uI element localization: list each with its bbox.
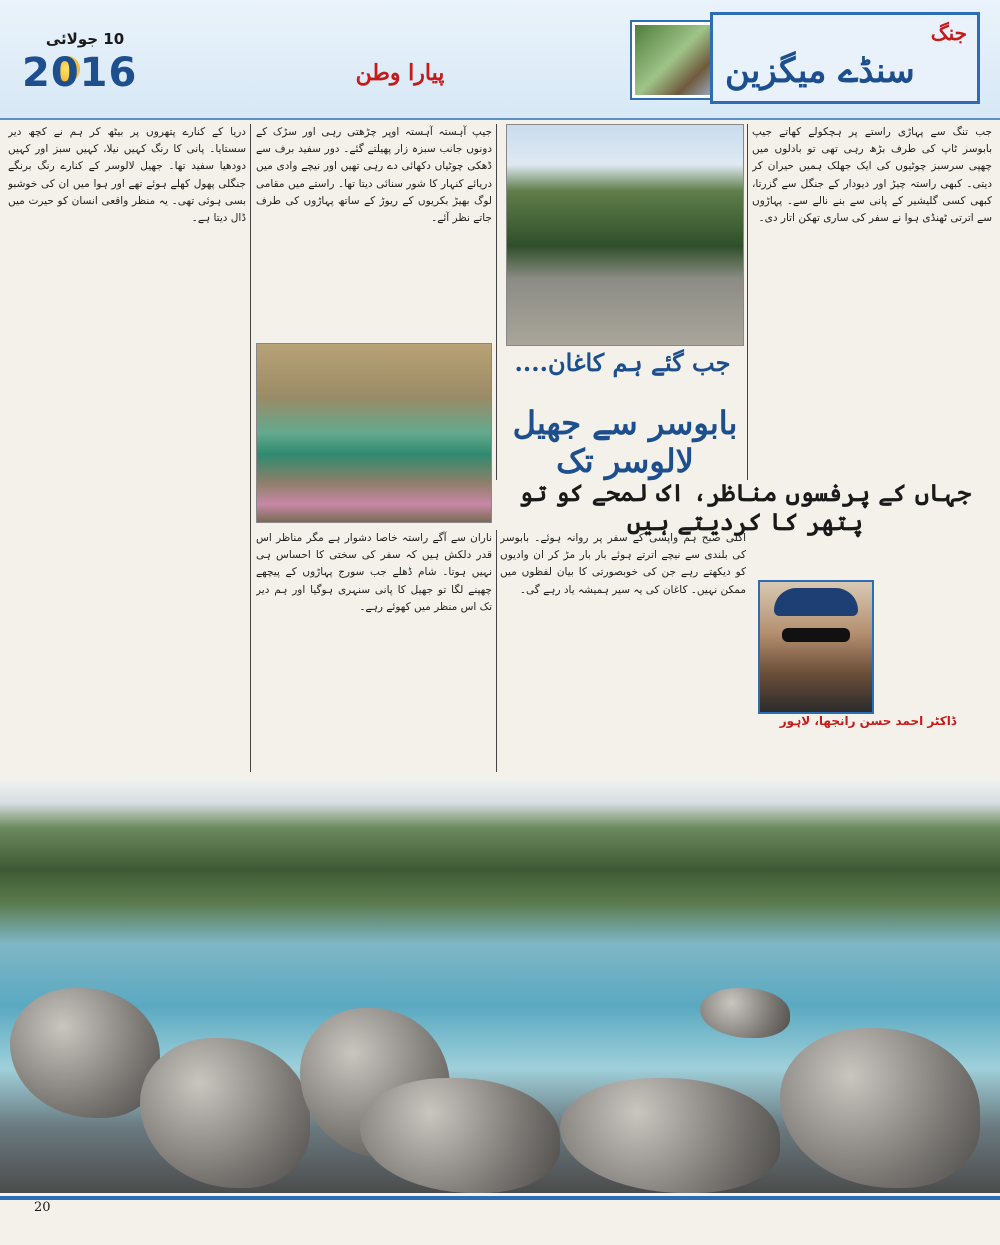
page-number: 20: [34, 1200, 51, 1215]
rock: [700, 988, 790, 1038]
article-headline: بابوسر سے جھیل لالوسر تک: [512, 404, 738, 480]
sunglasses-icon: [782, 628, 850, 642]
rock: [780, 1028, 980, 1188]
section-title: پیارا وطن: [355, 60, 445, 86]
author-photo: [758, 580, 874, 714]
article-kicker: جب گئے ہم کاغان....: [514, 348, 731, 377]
mountain-road-photo: [506, 124, 744, 346]
article-column-3: [8, 124, 246, 768]
lake-lulusar-photo: [256, 343, 492, 523]
author-byline: ڈاکٹر احمد حسن رانجھا، لاہور: [779, 714, 957, 728]
article-text: اگلی صبح ہم واپسی کے سفر پر روانہ ہوئے۔ بابوسر کی بلندی سے نیچے اترتے ہوئے بار بار مڑ کر ان وادیوں کو دیکھتے رہے جن کی خوبصورتی کا بیان لفظوں میں ممکن نہیں۔ کاغان کی یہ سیر ہمیشہ یاد رہے گی۔: [500, 532, 746, 596]
issue-year: 2016: [22, 50, 138, 96]
footer-rule: [0, 1196, 1000, 1200]
river-landscape-photo: [0, 778, 1000, 1193]
brand-name: جنگ: [930, 21, 967, 45]
issue-date-text: 10 جولائی: [45, 30, 125, 48]
article-column-4: [256, 530, 492, 768]
rock: [10, 988, 160, 1118]
rock: [140, 1038, 310, 1188]
column-divider: [496, 124, 497, 480]
masthead: [0, 0, 1000, 120]
column-divider: [747, 124, 748, 480]
article-subheadline: جہاں کے پرفسوں مناظر، اک لمحے کو تو پتھر کا کردیتے ہیں: [518, 478, 972, 536]
article-column-1: [752, 124, 992, 464]
article-text: دریا کے کنارے پتھروں پر بیٹھ کر ہم نے کچھ دیر سستایا۔ پانی کا رنگ کہیں نیلا، کہیں سبز اور کہیں دودھیا سفید تھا۔ جھیل لالوسر کے کنارے رنگ برنگے جنگلی پھول کھلے ہوئے تھے اور ہوا میں ان کی خوشبو بسی ہوئی تھی۔ یہ منظر واقعی انسان کو حیرت میں ڈال دیتا ہے۔: [8, 126, 246, 225]
rock: [560, 1078, 780, 1193]
article-text: جب تنگ سے پہاڑی راستے پر ہچکولے کھاتے جیپ بابوسر ٹاپ کی طرف بڑھ رہی تھی تو بادلوں میں چھپی سرسبز چوٹیوں کی ایک جھلک ہمیں حیران کر دیتی۔ کبھی راستہ چیڑ اور دیودار کے جنگل سے گزرتا، کبھی کسی گلیشیر کے پانی سے بنے نالے سے۔ پہاڑوں سے اترتی ٹھنڈی ہوا نے سفر کی ساری تھکن اتار دی۔: [752, 126, 992, 225]
article-column-2: [256, 124, 492, 338]
column-divider: [250, 124, 251, 772]
magazine-name: سنڈے میگزین: [725, 51, 915, 91]
article-text: ناران سے آگے راستہ خاصا دشوار ہے مگر مناظر اس قدر دلکش ہیں کہ سفر کی سختی کا احساس ہی نہیں ہوتا۔ شام ڈھلے جب سورج پہاڑوں کے پیچھے چھپنے لگا تو جھیل کا پانی سنہری ہوگیا اور ہم دیر تک اس منظر میں کھوئے رہے۔: [256, 532, 492, 613]
article-text: جیپ آہستہ آہستہ اوپر چڑھتی رہی اور سڑک کے دونوں جانب سبزہ زار پھیلتے گئے۔ دور سفید برف سے ڈھکی چوٹیاں دکھائی دے رہی تھیں اور نیچے وادی میں دریائے کنہار کا شور سنائی دیتا تھا۔ راستے میں مقامی لوگ بھیڑ بکریوں کے ریوڑ کے ساتھ پہاڑوں کی طرف جاتے نظر آئے۔: [256, 126, 492, 225]
cap-icon: [774, 588, 858, 616]
rock: [360, 1078, 560, 1193]
issue-date: [10, 30, 140, 104]
article-column-5: [500, 530, 746, 768]
magazine-logo: [710, 12, 980, 104]
column-divider: [496, 530, 497, 772]
